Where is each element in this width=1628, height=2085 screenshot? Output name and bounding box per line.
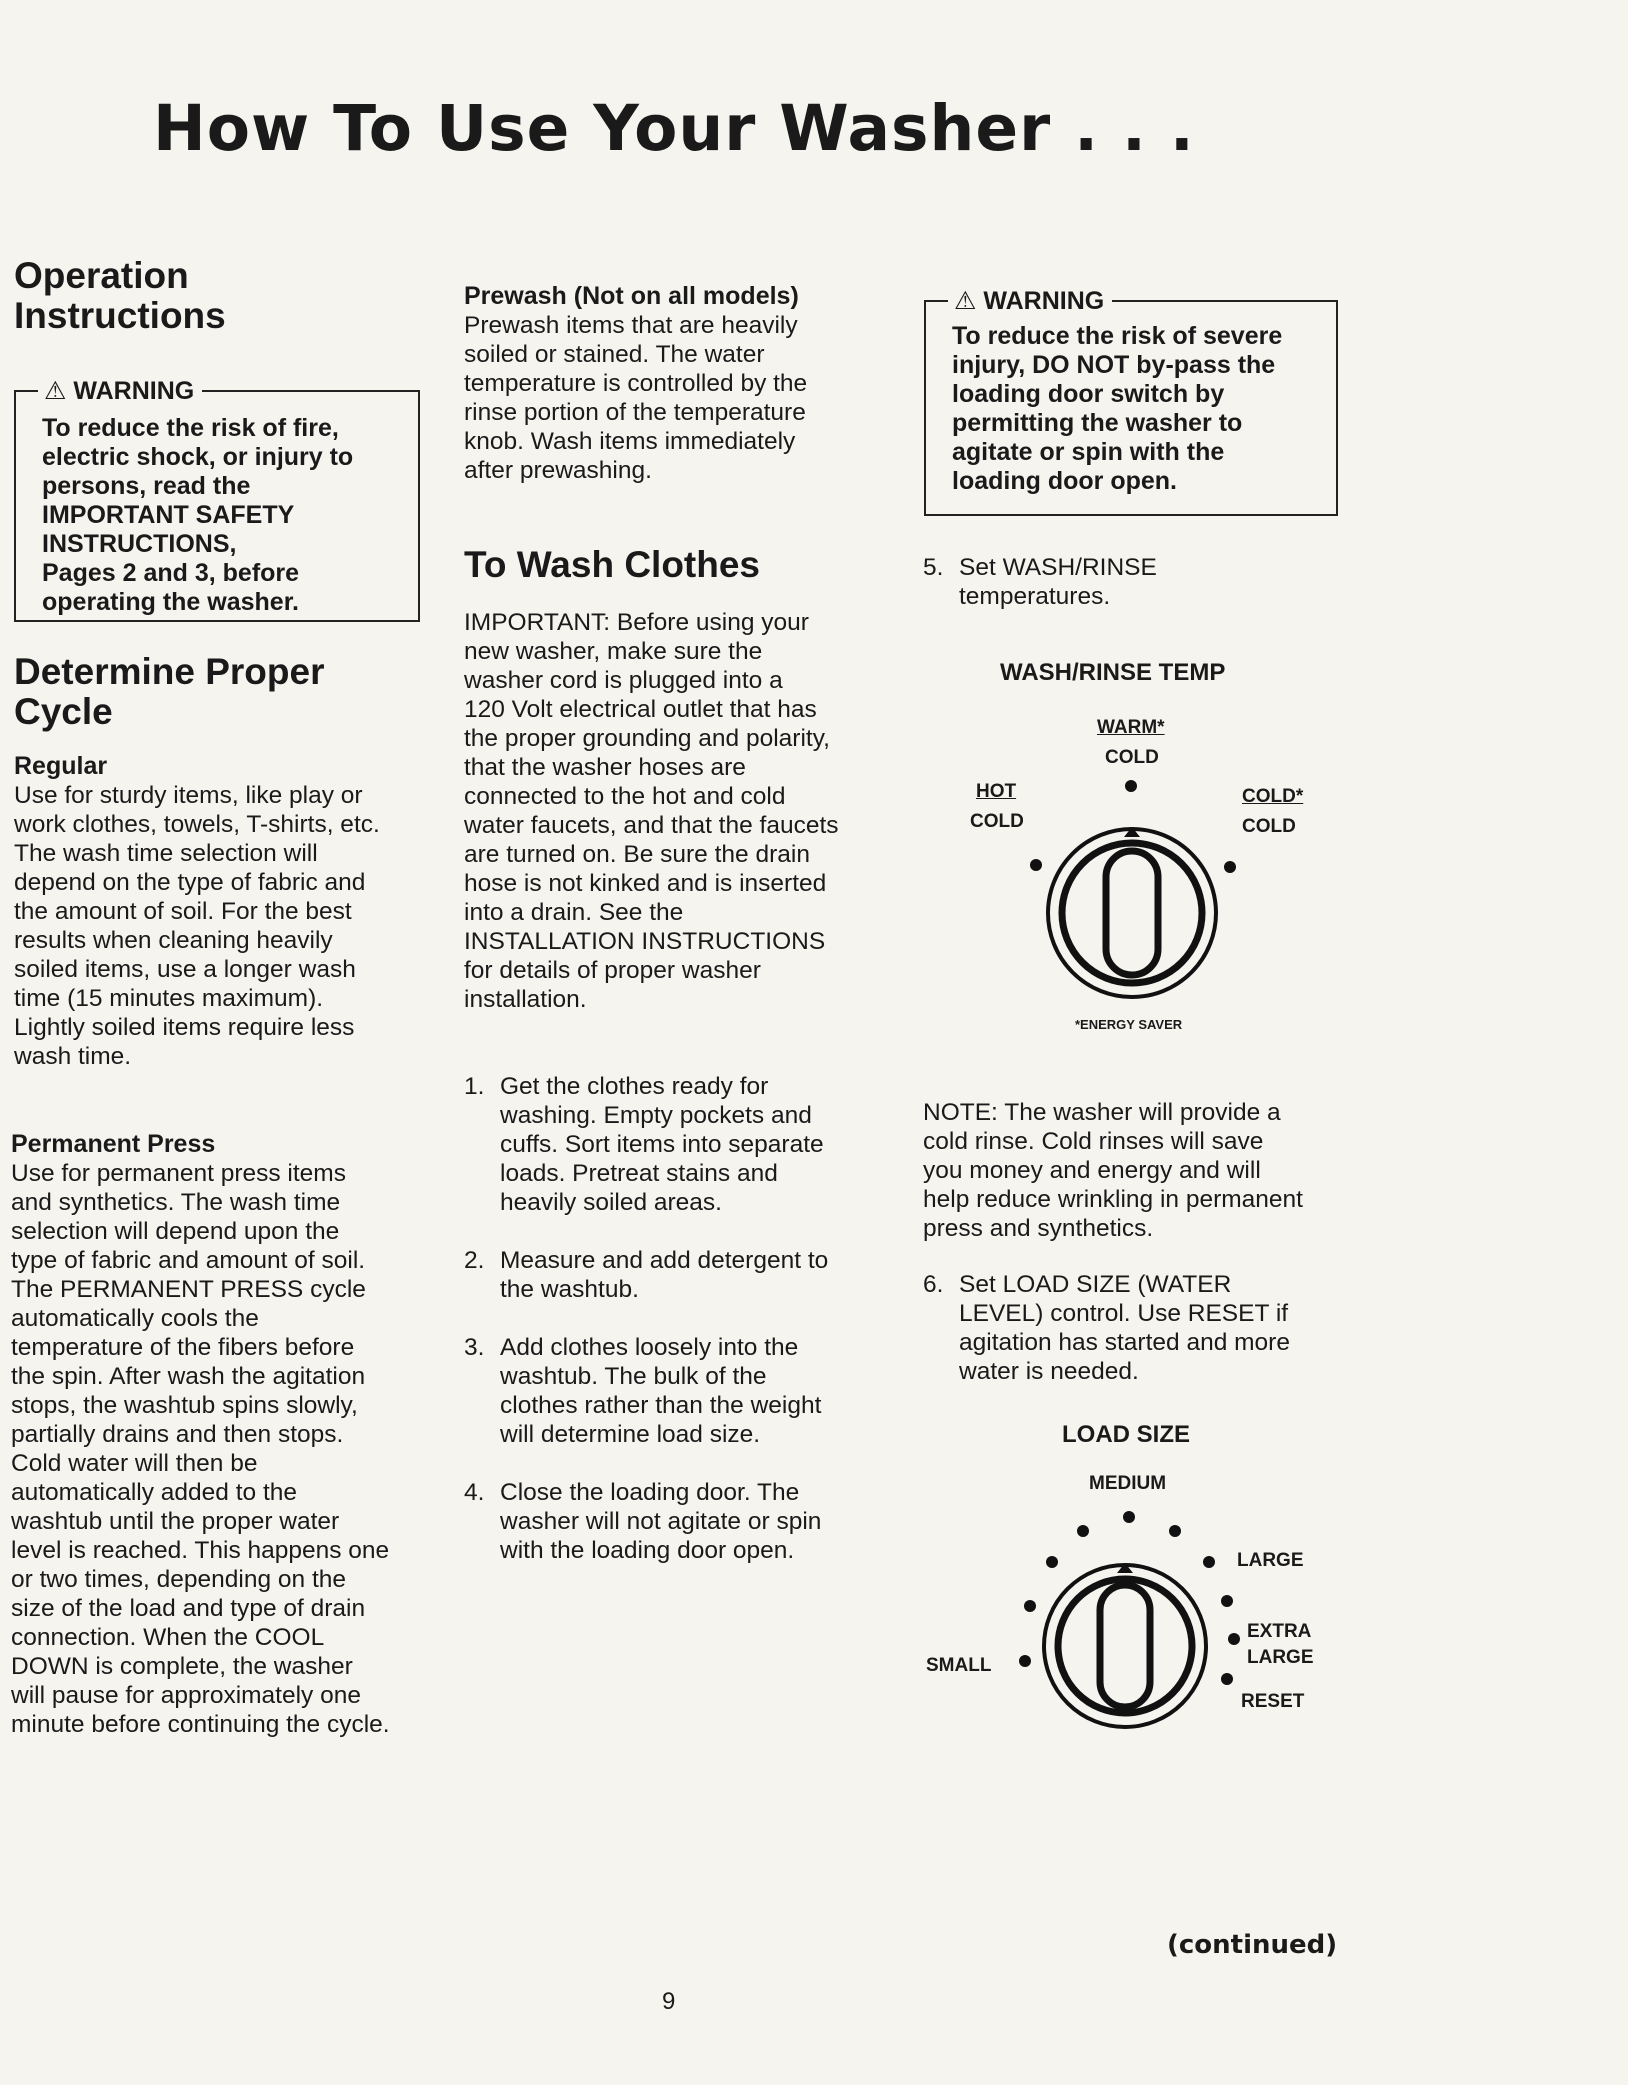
warm-position-dot (1125, 780, 1137, 792)
large-label: LARGE (1237, 1550, 1304, 1571)
cold-cold-label: COLD (1242, 816, 1296, 837)
prewash-title: Prewash (Not on all models) (464, 282, 799, 310)
warm-cold-label: COLD (1105, 747, 1159, 768)
prewash-section (464, 282, 884, 485)
page-title: How To Use Your Washer . . . (153, 92, 1195, 165)
page-number: 9 (662, 1988, 676, 2015)
knob-inner-ring (1062, 843, 1202, 983)
load-size-dial-figure (920, 1415, 1350, 1735)
warm-label: WARM* (1097, 717, 1165, 738)
cold-position-dot (1224, 861, 1236, 873)
warning-triangle-icon: ⚠ (44, 377, 67, 405)
fire-warning-box: ⚠ WARNING To reduce the risk of fire, electric shock, or injury to persons, read the IMPORTANT SAFETY INSTRUCTIONS, Pages 2 and 3, before operating the washer. (14, 390, 420, 622)
extra-label: EXTRA (1247, 1621, 1312, 1642)
step-2: 2. Measure and add detergent to the washtub. (464, 1247, 829, 1303)
energy-saver-note: *ENERGY SAVER (1075, 1017, 1183, 1032)
important-note: IMPORTANT: Before using your new washer, make sure the washer cord is plugged into a 120 Volt electrical outlet that has the proper grounding and polarity, that the washer hoses are connected to the hot and cold water faucets, and that the faucets are turned on. Be sure the drain hose is not kinked and is inserted into a drain. See the INSTALLATION INSTRUCTIONS for details of proper washer installation. (464, 609, 839, 1013)
load-dot (1024, 1600, 1036, 1612)
extra-large-label: LARGE (1247, 1647, 1314, 1668)
load-dot (1228, 1633, 1240, 1645)
knob-grip (1100, 1585, 1150, 1707)
regular-title: Regular (14, 752, 108, 780)
load-size-knob[interactable] (1040, 1561, 1210, 1731)
small-label: SMALL (926, 1655, 992, 1676)
load-dot (1077, 1525, 1089, 1537)
knob-inner-ring (1058, 1579, 1192, 1713)
step-6: 6. Set LOAD SIZE (WATER LEVEL) control. Use RESET if agitation has started and more water is needed. (923, 1271, 1290, 1385)
step-3: 3. Add clothes loosely into the washtub. The bulk of the clothes rather than the weight will determine load size. (464, 1334, 822, 1448)
cold-star-label: COLD* (1242, 786, 1304, 807)
load-dot (1221, 1595, 1233, 1607)
load-dot (1169, 1525, 1181, 1537)
permanent-press-title: Permanent Press (11, 1130, 216, 1158)
step-1: 1. Get the clothes ready for washing. Empty pockets and cuffs. Sort items into separate loads. Pretreat stains and heavily soiled areas. (464, 1073, 824, 1216)
regular-cycle-section (14, 752, 424, 1071)
load-dot (1019, 1655, 1031, 1667)
knob-outer-ring (1044, 1565, 1206, 1727)
to-wash-clothes-heading: To Wash Clothes (464, 544, 760, 585)
continued-label: (continued) (1167, 1930, 1338, 1960)
operation-instructions-heading: Operation Instructions (14, 255, 226, 336)
door-switch-warning-box: ⚠ WARNING To reduce the risk of severe injury, DO NOT by-pass the loading door switch by permitting the washer to agitate or spin with the loading door open. (924, 300, 1338, 516)
hot-label: HOT (976, 781, 1017, 802)
reset-label: RESET (1241, 1691, 1305, 1712)
warning-triangle-icon: ⚠ (954, 287, 977, 315)
hot-position-dot (1030, 859, 1042, 871)
determine-cycle-heading: Determine Proper Cycle (14, 651, 325, 732)
step-5: 5. Set WASH/RINSE temperatures. (923, 554, 1157, 610)
warning-label: ⚠ WARNING (38, 376, 202, 406)
load-dot (1123, 1511, 1135, 1523)
temp-dial-title: WASH/RINSE TEMP (1000, 659, 1226, 686)
load-dot (1221, 1673, 1233, 1685)
prewash-text: Prewash items that are heavily soiled or stained. The water temperature is controlled by the rinse portion of the temperature knob. Wash items immediately after prewashing. (464, 312, 808, 484)
permanent-press-text: Use for permanent press items and synthetics. The wash time selection will depend upon the type of fabric and amount of soil. The PERMANENT PRESS cycle automatically cools the temperature of the fibers before the spin. After wash the agitation stops, the washtub spins slowly, partially drains and then stops. Cold water will then be automatically added to the washtub until the proper water level is reached. This happens one or two times, depending on the size of the load and type of drain connection. When the COOL DOWN is complete, the washer will pause for approximately one minute before continuing the cycle. (11, 1160, 390, 1738)
load-dial-title: LOAD SIZE (1062, 1421, 1191, 1448)
temp-knob[interactable] (1044, 825, 1220, 1001)
warning-label: ⚠ WARNING (948, 286, 1112, 316)
medium-label: MEDIUM (1089, 1473, 1167, 1494)
permanent-press-section (11, 1130, 426, 1739)
regular-text: Use for sturdy items, like play or work clothes, towels, T-shirts, etc. The wash time selection will depend on the type of fabric and the amount of soil. For the best results when cleaning heavily soiled items, use a longer wash time (15 minutes maximum). Lightly soiled items require less wash time. (14, 782, 380, 1070)
wash-rinse-temp-dial-figure (940, 655, 1340, 1045)
step-4: 4. Close the loading door. The washer will not agitate or spin with the loading door open. (464, 1479, 822, 1564)
knob-grip (1106, 851, 1158, 975)
cold-rinse-note: NOTE: The washer will provide a cold rinse. Cold rinses will save you money and energy and will help reduce wrinkling in permanent press and synthetics. (923, 1099, 1303, 1242)
hot-cold-label: COLD (970, 811, 1024, 832)
